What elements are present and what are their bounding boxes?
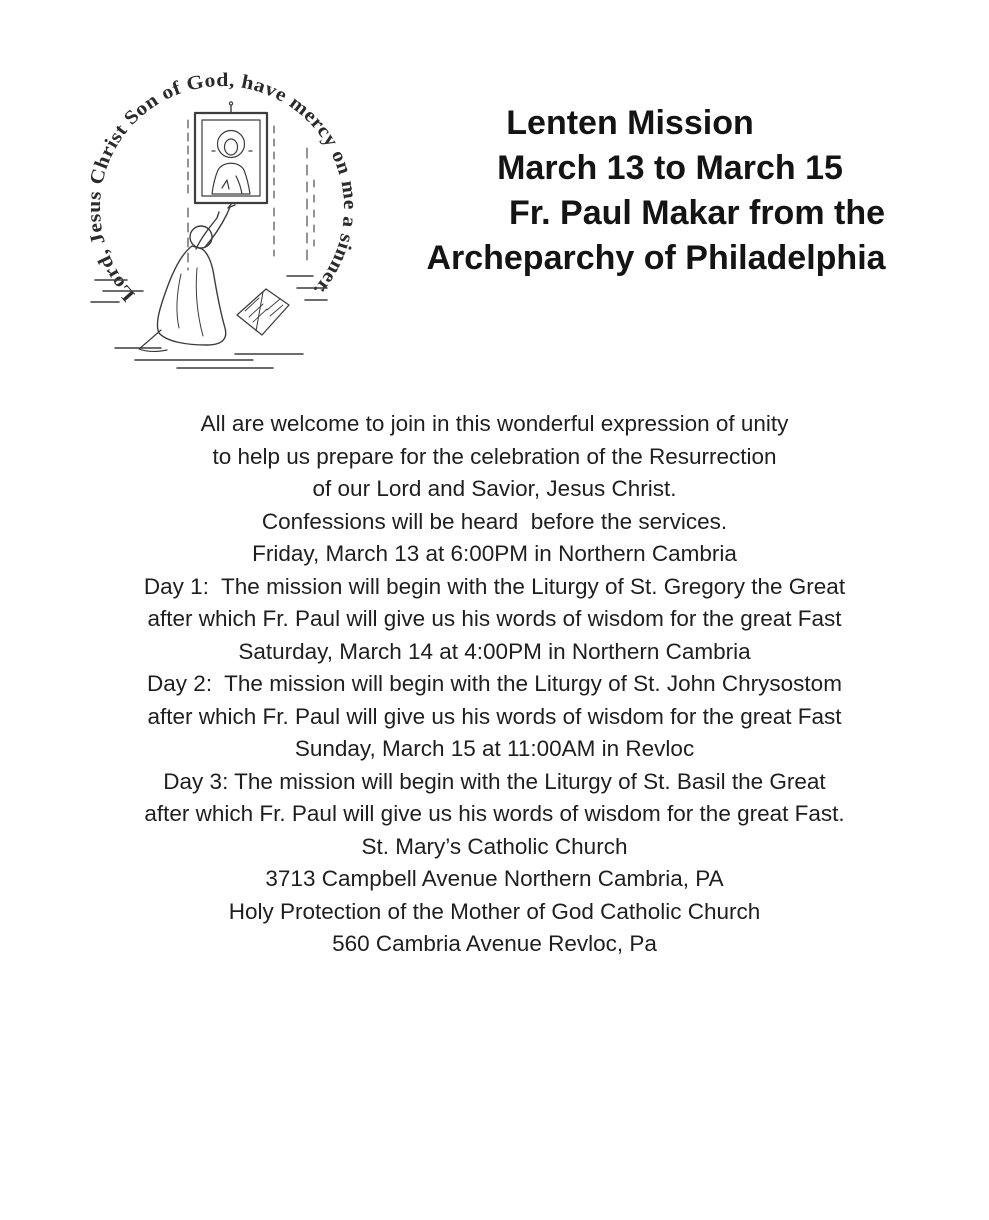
christ-icon-figure bbox=[212, 131, 252, 195]
schedule-line: Sunday, March 15 at 11:00AM in Revloc bbox=[294, 736, 695, 761]
circular-prayer-text: Lord, Jesus Christ Son of God, have mercy on me a sinner. bbox=[83, 70, 361, 306]
title-line-3: Fr. Paul Makar from the bbox=[509, 194, 885, 232]
schedule-day-2 bbox=[0, 636, 989, 734]
jesus-prayer-emblem bbox=[55, 48, 400, 378]
title-line-2: March 13 to March 15 bbox=[497, 149, 843, 187]
schedule-line: Day 1: The mission will begin with the Liturgy of St. Gregory the Great bbox=[143, 573, 846, 599]
schedule-line: after which Fr. Paul will give us his words of wisdom for the great Fast. bbox=[144, 801, 845, 826]
schedule-line: after which Fr. Paul will give us his words of wisdom for the great Fast bbox=[147, 606, 842, 631]
intro-line: of our Lord and Savior, Jesus Christ. bbox=[312, 476, 677, 501]
confessions-line: Confessions will be heard before the services. bbox=[261, 508, 728, 534]
intro-paragraph bbox=[0, 408, 989, 506]
schedule-line: Friday, March 13 at 6:00PM in Northern Cambria bbox=[252, 541, 737, 566]
schedule-day-1 bbox=[0, 538, 989, 636]
kneeling-man bbox=[139, 203, 235, 351]
location-st-marys bbox=[0, 831, 989, 896]
wall-hatching bbox=[188, 120, 314, 270]
kneeling-figure-illustration bbox=[55, 48, 400, 378]
location-line: 560 Cambria Avenue Revloc, Pa bbox=[332, 931, 657, 956]
schedule-line: after which Fr. Paul will give us his words of wisdom for the great Fast bbox=[147, 703, 842, 729]
title-line-1: Lenten Mission bbox=[506, 104, 754, 142]
location-line: Holy Protection of the Mother of God Catholic Church bbox=[228, 898, 761, 924]
schedule-line: Saturday, March 14 at 4:00PM in Northern Cambria bbox=[238, 638, 751, 664]
confessions-note bbox=[0, 506, 989, 539]
open-book bbox=[237, 289, 289, 335]
location-line: St. Mary’s Catholic Church bbox=[361, 833, 628, 859]
schedule-day-3 bbox=[0, 733, 989, 831]
title-block bbox=[395, 101, 925, 281]
title-line-4: Archeparchy of Philadelphia bbox=[426, 239, 886, 277]
schedule-line: Day 3: The mission will begin with the Liturgy of St. Basil the Great bbox=[163, 768, 826, 794]
location-holy-protection bbox=[0, 896, 989, 961]
icon-frame bbox=[195, 102, 267, 203]
schedule-line: Day 2: The mission will begin with the Liturgy of St. John Chrysostom bbox=[147, 671, 842, 696]
intro-line: All are welcome to join in this wonderful expression of unity bbox=[200, 411, 789, 436]
intro-line: to help us prepare for the celebration of the Resurrection bbox=[212, 443, 777, 469]
body-text bbox=[0, 408, 989, 961]
location-line: 3713 Campbell Avenue Northern Cambria, PA bbox=[265, 866, 724, 891]
